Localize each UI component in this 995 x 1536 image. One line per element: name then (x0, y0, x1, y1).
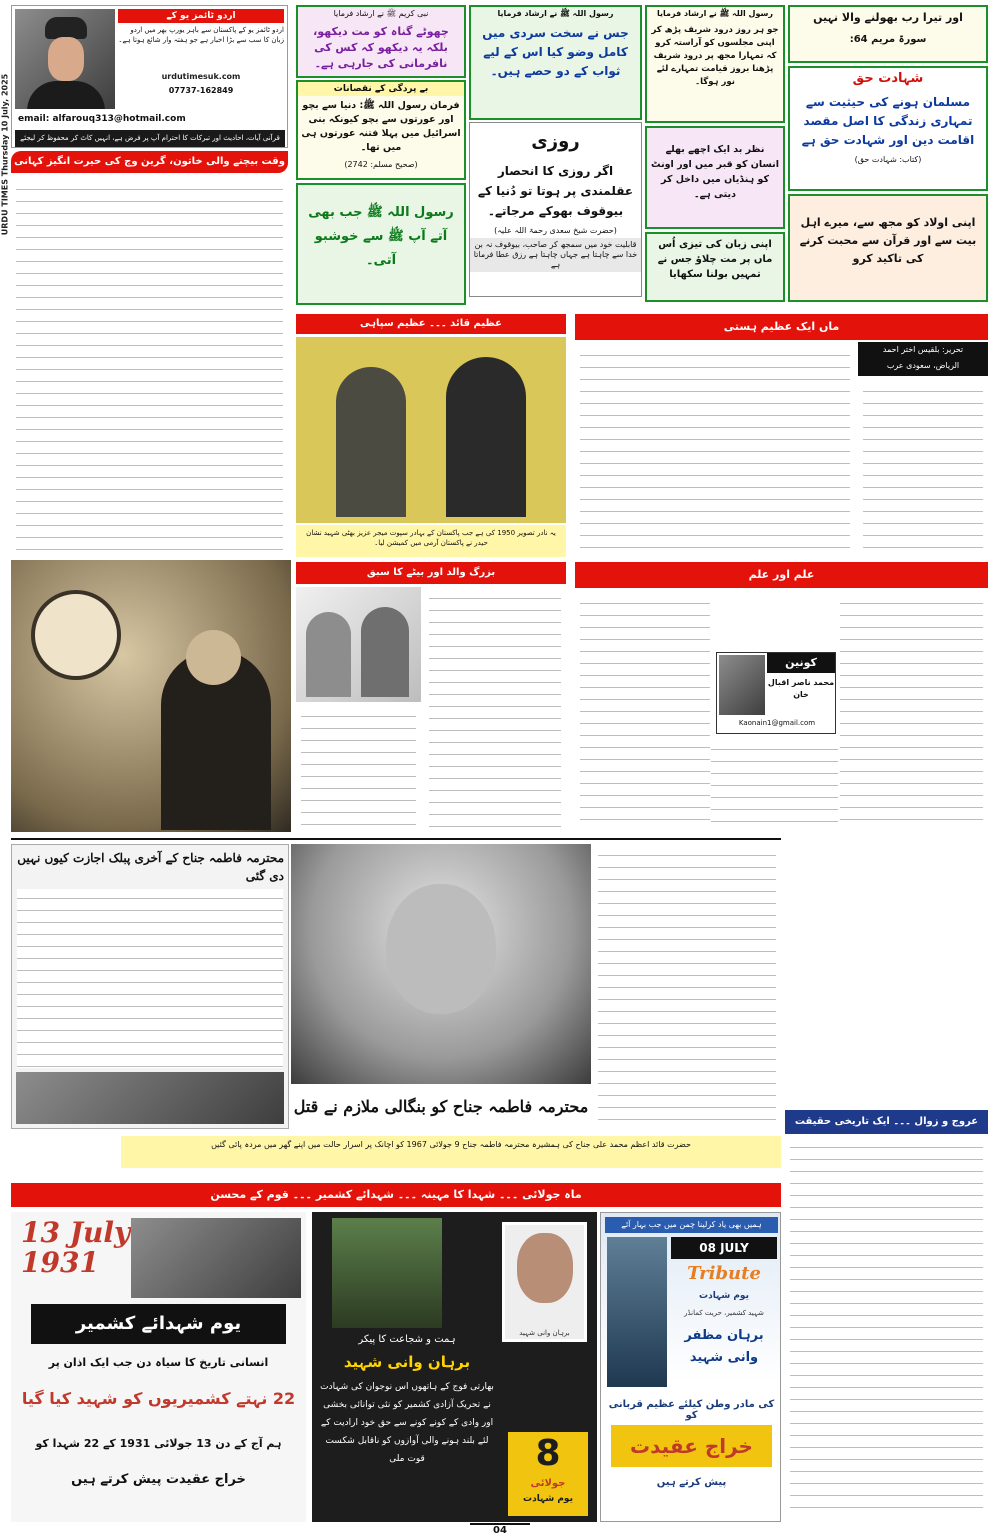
quote-card-khushbu (296, 183, 466, 305)
burhan-day-label: یوم شہادت (523, 1494, 573, 1504)
shahadat-title: شہادت حق (852, 71, 924, 86)
fatima-section (11, 838, 781, 1168)
quote-card-zaban (645, 232, 785, 302)
tribute-brand: Tribute (687, 1263, 761, 1284)
rozi-ref: (حضرت شیخ سعدی رحمۃ اللہ علیہ) (494, 226, 617, 235)
women-text: فرمان رسول اللہ ﷺ: دنیا سے بچو اور عورتوں سے بچو کیونکہ بنی اسرائیل میں پہلا فتنہ عورتوں ہی میں تھا۔ (301, 100, 461, 153)
khushbu-text: رسول اللہ ﷺ جب بھی آتے آپ ﷺ سے خوشبو آتی۔ (308, 205, 454, 268)
quote-1-text: چھوٹے گناہ کو مت دیکھو، بلکہ یہ دیکھو کہ کس کی نافرمانی کی جارہی ہے۔ (313, 25, 449, 70)
waqt-article-text (16, 180, 283, 550)
tribute-yom: یوم شہادت (699, 1291, 749, 1301)
quote-card-2 (469, 5, 642, 120)
kashmir-date: 13 July 1931 (21, 1216, 131, 1279)
kashmir-line4: خراج عقیدت پیش کرتے ہیں (71, 1472, 246, 1487)
tribute-line: کی مادر وطن کیلئے عظیم قربانی کو (608, 1399, 775, 1421)
fatima-portrait (291, 844, 591, 1084)
quote-1-heading: نبی کریم ﷺ نے ارشاد فرمایا (333, 9, 429, 18)
waqt-heading: وقت بیچنے والی خاتون، گرین وچ کی حیرت انگیز کہانی (11, 151, 288, 173)
columnist-email[interactable]: Kaonain1@gmail.com (738, 719, 816, 727)
contact-intro: اردو ٹائمز یو کے پاکستان سے باہر یورپ بھر میں اردو زبان کا سب سے بڑا اخبار ہے جو ہفتہ وار شائع ہوتا ہے۔ (118, 26, 284, 44)
rozi-text: اگر روزی کا انحصار عقلمندی پر ہوتا تو دُنیا کے بیوقوف بھوکے مرجاتے۔ (477, 164, 634, 218)
kashmir-line2: 22 نہتے کشمیریوں کو شہید کیا گیا (21, 1389, 296, 1408)
maa-author-box (858, 342, 988, 376)
quote-3-heading: رسول اللہ ﷺ نے ارشاد فرمایا (657, 9, 773, 18)
fatima-article-text (598, 846, 776, 1127)
qaid-photo (296, 337, 566, 523)
burhan-poster (312, 1212, 597, 1522)
maa-article-text (580, 346, 850, 554)
burhan-date-label: جولائی (530, 1478, 566, 1489)
ilm-article-col-left (580, 594, 710, 830)
quote-card-rozi (469, 122, 642, 297)
rozi-note: قابلیت خود میں سمجھ کر صاحب، بیوقوف نہ بن خدا سے چاہتا ہے جہاں چاہتا ہے رزق عطا فرماتا ہے (470, 238, 641, 272)
contact-box (11, 5, 288, 148)
editor-photo (15, 9, 115, 109)
contact-heading: اردو ٹائمز یو کے (118, 9, 284, 23)
kashmir-title: یوم شہدائے کشمیر (31, 1304, 286, 1344)
quote-2-text: جس نے سخت سردی میں کامل وضو کیا اس کے لیے ثواب کے دو حصے ہیں۔ (482, 26, 629, 78)
tribute-big: خراج عقیدت (611, 1425, 772, 1467)
tribute-date: 08 JULY (671, 1237, 777, 1259)
buzurg-heading: بزرگ والد اور بیٹے کا سبق (296, 562, 566, 584)
fatima-clipping-photo (16, 1072, 284, 1124)
ilm-article-col-right (840, 594, 983, 830)
fatima-clipping-heading: محترمہ فاطمہ جناح کے آخری پبلک اجازت کیوں نہیں دی گئی (17, 851, 284, 883)
column-name: کونین (767, 653, 835, 673)
qaid-caption: یہ نادر تصویر 1950 کی ہے جب پاکستان کے بہادر سپوت میجر عزیز بھٹی شہید نشان حیدر نے پاکستان آرمی میں کمیشن لیا۔ (296, 525, 566, 557)
fatima-caption: حضرت قائد اعظم محمد علی جناح کی ہمشیرہ محترمہ فاطمہ جناح 9 جولائی 1967 کو اچانک پر اسرار حالت میں اپنے گھر میں مردہ پائی گئیں (121, 1136, 781, 1168)
fatima-title: محترمہ فاطمہ جناح کو بنگالی ملازم نے قتل (293, 1097, 589, 1116)
fatima-article (593, 844, 781, 1129)
tribute-top: ہمیں بھی یاد کرلینا چمن میں جب بہار آئے (605, 1217, 778, 1233)
maa-article-right-text (863, 382, 983, 554)
burhan-tag: ہمت و شجاعت کا پیکر (358, 1334, 456, 1345)
nazar-text: نظر بد ایک اچھے بھلے انسان کو قبر میں اور اونٹ کو ہنڈیاں میں داخل کر دیتی ہے۔ (651, 144, 779, 200)
quote-card-1 (296, 5, 466, 78)
kashmir-line3: ہم آج کے دن 13 جولائی 1931 کے 22 شہدا کو (35, 1437, 282, 1450)
quote-card-women (296, 80, 466, 180)
shahadat-text: مسلمان ہونے کی حیثیت سے تمہاری زندگی کا اصل مقصد اقامت دین اور شہادت حق ہے (801, 95, 975, 147)
page-number: 04 (470, 1523, 530, 1535)
burhan-date-box (508, 1432, 588, 1516)
contact-notice: قرآنی آیات، احادیث اور تبرکات کا احترام آپ پر فرض ہے، انہیں کاٹ کر محفوظ کر لیجئے (15, 130, 285, 147)
contact-email[interactable]: email: alfarouq313@hotmail.com (18, 114, 186, 124)
burhan-portrait-frame (502, 1222, 587, 1342)
ilm-heading: علم اور علم (575, 562, 988, 588)
quote-4-ref: سورۃ مریم 64: (849, 34, 927, 45)
fatima-clipping-text (17, 889, 283, 1068)
zaban-text: اپنی زبان کی تیزی اُس ماں پر مت چلاؤ جس نے تمہیں بولنا سکھایا (657, 239, 773, 280)
tribute-poster (600, 1212, 781, 1522)
masthead-strip (0, 0, 10, 330)
masthead-date: URDU TIMES Thursday 10 July, 2025 (0, 73, 10, 236)
kashmir-line1: انسانی تاریخ کا سیاہ دن جب ایک اذان پر (48, 1356, 269, 1369)
burhan-photo (332, 1218, 442, 1328)
maa-place: الریاض، سعودی عرب (886, 361, 960, 370)
burhan-name: برہان وانی شہید (343, 1353, 471, 1371)
quote-4-text: اور تیرا رب بھولنے والا نہیں (813, 11, 963, 24)
kashmir-photo (131, 1218, 301, 1298)
quote-card-aulad (788, 194, 988, 302)
shahadat-ref: (کتاب: شہادت حق) (854, 155, 922, 164)
buzurg-article-text (429, 589, 561, 830)
maa-heading: ماں ایک عظیم ہستی (575, 314, 988, 340)
columnist-name: محمد ناصر اقبال خان (767, 678, 835, 699)
rozi-title: روزی (531, 131, 580, 152)
waqt-article (11, 176, 288, 554)
burhan-text: بھارتی فوج کے ہاتھوں اس نوجوان کی شہادت نے تحریک آزادی کشمیر کو نئی توانائی بخشی اور وادی کے کونے کونے سے حق خود ارادیت کے لئے بلند ہونے والی آوازوں کو ناقابل شکست قوت ملی (320, 1382, 494, 1464)
quote-2-heading: رسول اللہ ﷺ نے ارشاد فرمایا (497, 9, 614, 18)
urooj-article-text (790, 1138, 983, 1519)
women-ref: (صحیح مسلم: 2742) (344, 160, 418, 169)
quote-3-text: جو ہر روز درود شریف پڑھ کر اپنی مجلسوں کو آراستہ کرو کہ تمہارا مجھ پر درود شریف پڑھنا بروز قیامت تمہارے لئے نور ہوگا۔ (651, 25, 779, 87)
maa-author: تحریر: بلقیس اختر احمد (882, 345, 964, 354)
quote-card-shahadat (788, 66, 988, 191)
quote-card-nazar (645, 126, 785, 229)
quote-card-4 (788, 5, 988, 63)
tribute-soldier-photo (607, 1237, 667, 1387)
urooj-article (785, 1136, 988, 1521)
buzurg-article-left-text (301, 707, 416, 830)
maa-article (575, 344, 855, 556)
buzurg-photo (296, 587, 421, 702)
maa-article-right (858, 380, 988, 556)
july-band: ماہ جولائی ۔۔۔ شہدا کا مہینہ ۔۔۔ شہدائے کشمیر ۔۔۔ قوم کے محسن (11, 1183, 781, 1207)
quote-card-3 (645, 5, 785, 123)
aulad-text: اپنی اولاد کو مجھ سے، میرے اہل بیت سے اور قرآن سے محبت کرنے کی تاکید کرو (799, 216, 977, 265)
ilm-article (575, 592, 988, 832)
contact-phone: 07737-162849 (168, 86, 234, 95)
buzurg-article (424, 587, 566, 832)
burhan-date-num: 8 (535, 1433, 561, 1474)
tribute-name: برہان مظفر وانی شہید (684, 1328, 764, 1365)
tribute-sub: شہید کشمیر، حریت کمانڈر (684, 1309, 764, 1317)
urooj-heading: عروج و زوال ۔۔۔ ایک تاریخی حقیقت (785, 1110, 988, 1134)
tribute-end: پیش کرتے ہیں (656, 1477, 727, 1488)
contact-website[interactable]: urdutimesuk.com (161, 72, 241, 81)
azeem-qaid-heading: عظیم قائد ۔۔۔ عظیم سپاہی (296, 314, 566, 334)
waqt-woman-photo (11, 560, 291, 832)
women-title: بے پردگی کے نقصانات (298, 82, 464, 96)
kashmir-poster (11, 1212, 306, 1522)
buzurg-article-left (296, 705, 421, 832)
ilm-article-col-mid-bottom (711, 740, 838, 830)
burhan-portrait-caption: برہان وانی شہید (519, 1329, 570, 1337)
fatima-clipping (11, 844, 289, 1129)
